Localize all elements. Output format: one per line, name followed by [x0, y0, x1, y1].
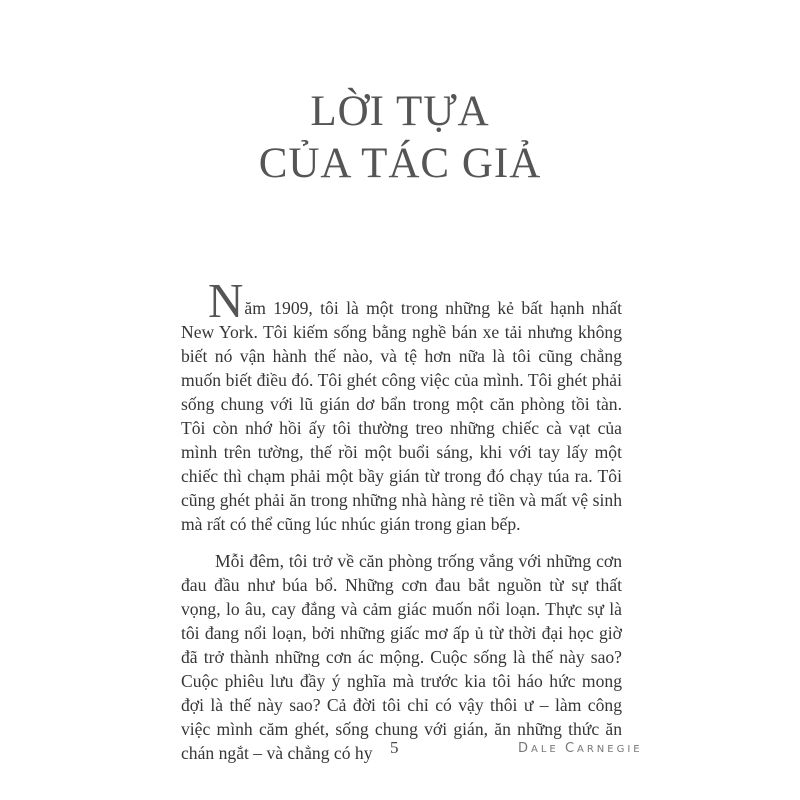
author-initial-1: D — [518, 741, 532, 756]
paragraph-2: Mỗi đêm, tôi trở về căn phòng trống vắng với những cơn đau đầu như búa bổ. Những cơn đau bắt nguồn từ sự thất vọng, lo âu, cay đắng và cảm giác muốn nổi loạn. Thực sự là tôi đang nổi loạn, bởi những giấc mơ ấp ủ từ thời đại học giờ đã trở thành những cơn ác mộng. Cuộc sống là thế này sao? Cuộc phiêu lưu đầy ý nghĩa mà trước kia tôi háo hức mong đợi là thế này sao? Cả đời tôi chỉ có vậy thôi ư – làm công việc mình căm ghét, sống chung với gián, ăn những thức ăn chán ngắt – và chẳng có hy — [181, 551, 622, 763]
paragraph-1-text: ăm 1909, tôi là một trong những kẻ bất hạnh nhất New York. Tôi kiếm sống bằng nghề bán xe tải nhưng không biết nó vận hành thế nào, và tệ hơn nữa là tôi cũng chẳng muốn biết điều đó. Tôi ghét công việc của mình. Tôi ghét phải sống chung với lũ gián dơ bẩn trong một căn phòng tồi tàn. Tôi còn nhớ hồi ấy tôi thường treo những chiếc cà vạt của mình trên tường, thế rồi một buổi sáng, khi với tay lấy một chiếc thì chạm phải một bầy gián từ trong đó chạy túa ra. Tôi cũng ghét phải ăn trong những nhà hàng rẻ tiền và mất vệ sinh mà rất có thể cũng lúc nhúc gián trong gian bếp. — [181, 298, 622, 534]
chapter-title-line-2: CỦA TÁC GIẢ — [258, 140, 542, 187]
chapter-title — [0, 86, 800, 190]
drop-cap: N — [208, 273, 244, 328]
page-footer — [0, 738, 800, 758]
page-number: 5 — [390, 738, 399, 757]
author-word-1-rest: ALE — [531, 744, 559, 755]
body-text — [181, 273, 622, 765]
chapter-title-line-1: LỜI TỰA — [310, 88, 490, 135]
paragraph-1 — [181, 273, 622, 536]
author-initial-2: C — [564, 741, 578, 756]
running-head-author — [518, 741, 643, 756]
author-word-2-rest: ARNEGIE — [577, 744, 643, 755]
